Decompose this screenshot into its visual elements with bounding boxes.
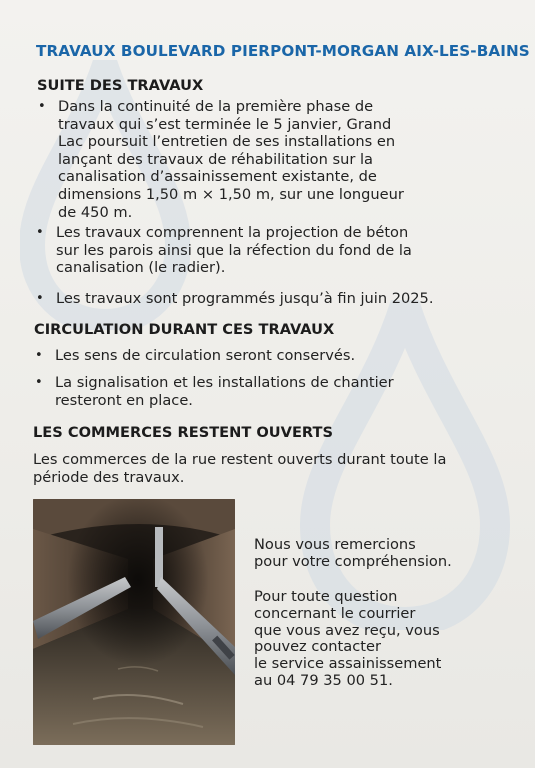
- text-line: resteront en place.: [55, 391, 193, 409]
- text-line: concernant le courrier: [254, 604, 416, 622]
- page-title: TRAVAUX BOULEVARD PIERPONT-MORGAN AIX-LES-BAINS: [36, 42, 530, 60]
- bullet-dot: •: [35, 348, 43, 363]
- text-line: Les commerces de la rue restent ouverts durant toute la: [33, 451, 447, 468]
- list-item-text: [58, 98, 404, 221]
- sewer-tunnel-photo: [33, 499, 235, 745]
- bullet-dot: •: [35, 375, 43, 390]
- text-line: lançant des travaux de réhabilitation sur la: [58, 150, 373, 168]
- text-line: canalisation d’assainissement existante, de: [58, 168, 377, 186]
- text-line: période des travaux.: [33, 468, 185, 486]
- section-heading-commerces: LES COMMERCES RESTENT OUVERTS: [33, 424, 333, 441]
- list-item: [35, 347, 505, 367]
- text-line: pour votre compréhension.: [254, 552, 452, 570]
- list-item-text: [56, 224, 412, 277]
- list-item: [36, 290, 506, 310]
- section-heading-circulation: CIRCULATION DURANT CES TRAVAUX: [34, 321, 335, 338]
- text-line: Les travaux sont programmés jusqu’à fin juin 2025.: [56, 290, 434, 307]
- list-item-text: [55, 347, 355, 365]
- text-line: de 450 m.: [58, 203, 133, 221]
- text-line: pouvez contacter: [254, 638, 381, 656]
- list-item: [36, 224, 506, 278]
- bullet-dot: •: [38, 99, 46, 114]
- text-line: sur les parois ainsi que la réfection du fond de la: [56, 241, 412, 259]
- text-line: Les sens de circulation seront conservés.: [55, 347, 356, 364]
- list-item: [38, 98, 498, 222]
- phone-number-line: au 04 79 35 00 51.: [254, 671, 393, 689]
- list-item: [35, 374, 505, 410]
- text-line: Lac poursuit l’entretien de ses installations en: [58, 133, 396, 151]
- text-line: travaux qui s’est terminée le 5 janvier, Grand: [58, 115, 392, 133]
- section-heading-suite: SUITE DES TRAVAUX: [37, 77, 204, 94]
- text-line: dimensions 1,50 m × 1,50 m, sur une longueur: [58, 185, 404, 203]
- bullet-dot: •: [36, 225, 44, 240]
- thanks-text: [254, 537, 524, 571]
- text-line: Nous vous remercions: [254, 536, 416, 553]
- list-item-text: [56, 290, 434, 308]
- text-line: Les travaux comprennent la projection de béton: [56, 224, 409, 241]
- text-line: La signalisation et les installations de chantier: [55, 374, 394, 391]
- list-item-text: [55, 374, 394, 409]
- contact-text: [254, 589, 524, 690]
- text-line: le service assainissement: [254, 655, 442, 673]
- text-line: Dans la continuité de la première phase de: [58, 98, 374, 115]
- commerces-paragraph: [33, 451, 513, 486]
- text-line: canalisation (le radier).: [56, 259, 226, 277]
- text-line: Pour toute question: [254, 588, 398, 605]
- bullet-dot: •: [36, 291, 44, 306]
- text-line: que vous avez reçu, vous: [254, 621, 440, 639]
